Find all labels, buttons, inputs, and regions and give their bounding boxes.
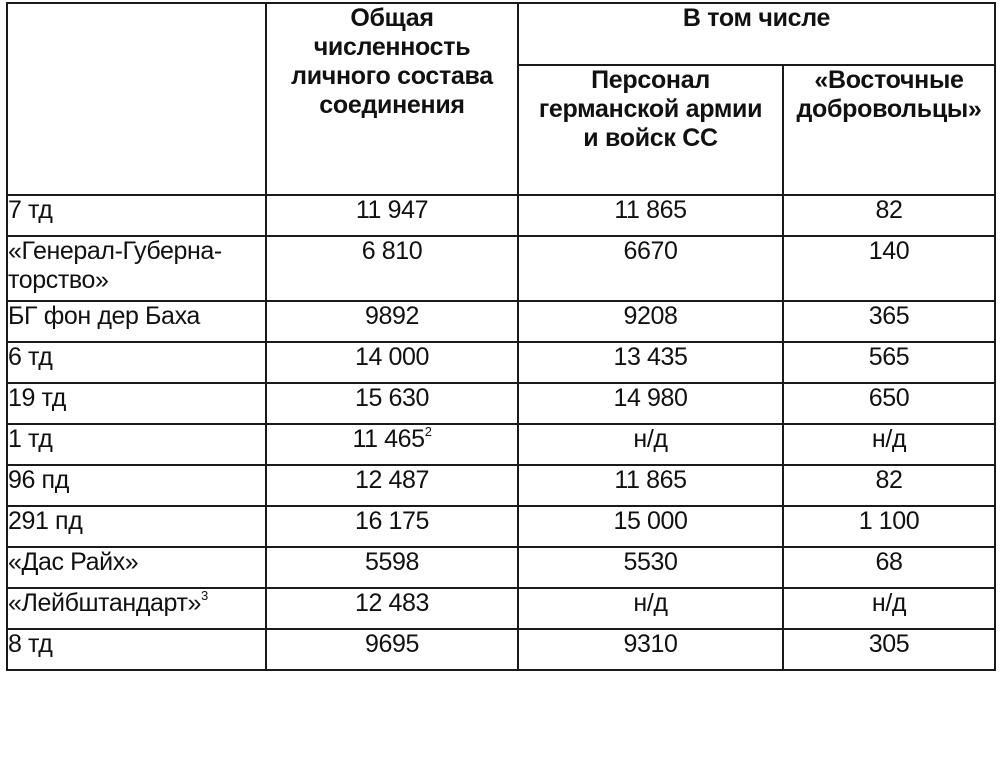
footnote-marker: 2 <box>424 423 432 439</box>
eastern-value: 1 100 <box>783 506 995 547</box>
table-row <box>7 588 995 629</box>
header-including: В том числе <box>518 3 995 65</box>
german-value: 11 865 <box>518 195 783 236</box>
unit-name: «Генерал-Губерна- торство» <box>7 236 266 301</box>
total-value: 5598 <box>266 547 518 588</box>
german-value: 9310 <box>518 629 783 670</box>
table-row <box>7 465 995 506</box>
total-value: 6 810 <box>266 236 518 301</box>
table-row <box>7 424 995 465</box>
unit-name: 7 тд <box>7 195 266 236</box>
eastern-value: 82 <box>783 465 995 506</box>
unit-name: «Дас Райх» <box>7 547 266 588</box>
german-value: 9208 <box>518 301 783 342</box>
unit-name: 6 тд <box>7 342 266 383</box>
total-value: 12 483 <box>266 588 518 629</box>
eastern-value: 140 <box>783 236 995 301</box>
total-value: 9695 <box>266 629 518 670</box>
german-value: 11 865 <box>518 465 783 506</box>
strength-table <box>6 2 996 671</box>
german-value: 6670 <box>518 236 783 301</box>
german-value: 13 435 <box>518 342 783 383</box>
eastern-value: 68 <box>783 547 995 588</box>
total-value: 14 000 <box>266 342 518 383</box>
header-total-strength: Общая численность личного состава соединения <box>266 3 518 195</box>
german-value: н/д <box>518 424 783 465</box>
total-value: 16 175 <box>266 506 518 547</box>
german-value: 14 980 <box>518 383 783 424</box>
total-value: 11 947 <box>266 195 518 236</box>
table-row <box>7 236 995 301</box>
german-value: 15 000 <box>518 506 783 547</box>
total-value: 15 630 <box>266 383 518 424</box>
header-german-personnel: Персонал германской армии и войск СС <box>518 65 783 195</box>
unit-name: 291 пд <box>7 506 266 547</box>
total-value: 11 465$^2$ <box>266 424 518 465</box>
table-row <box>7 301 995 342</box>
header-eastern-volunteers: «Восточные добровольцы» <box>783 65 995 195</box>
eastern-value: 650 <box>783 383 995 424</box>
corner-cell <box>7 3 266 195</box>
unit-name: БГ фон дер Баха <box>7 301 266 342</box>
unit-name: 1 тд <box>7 424 266 465</box>
table-row <box>7 342 995 383</box>
eastern-value: н/д <box>783 588 995 629</box>
table-row <box>7 383 995 424</box>
eastern-value: н/д <box>783 424 995 465</box>
table-row <box>7 629 995 670</box>
table-row <box>7 547 995 588</box>
unit-name: 19 тд <box>7 383 266 424</box>
table-row <box>7 506 995 547</box>
german-value: н/д <box>518 588 783 629</box>
unit-name: 96 пд <box>7 465 266 506</box>
table-row <box>7 195 995 236</box>
eastern-value: 565 <box>783 342 995 383</box>
german-value: 5530 <box>518 547 783 588</box>
eastern-value: 82 <box>783 195 995 236</box>
footnote-marker: 3 <box>201 587 208 603</box>
eastern-value: 365 <box>783 301 995 342</box>
unit-name: «Лейбштандарт»$^3$ <box>7 588 266 629</box>
total-value: 12 487 <box>266 465 518 506</box>
eastern-value: 305 <box>783 629 995 670</box>
total-value: 9892 <box>266 301 518 342</box>
unit-name: 8 тд <box>7 629 266 670</box>
